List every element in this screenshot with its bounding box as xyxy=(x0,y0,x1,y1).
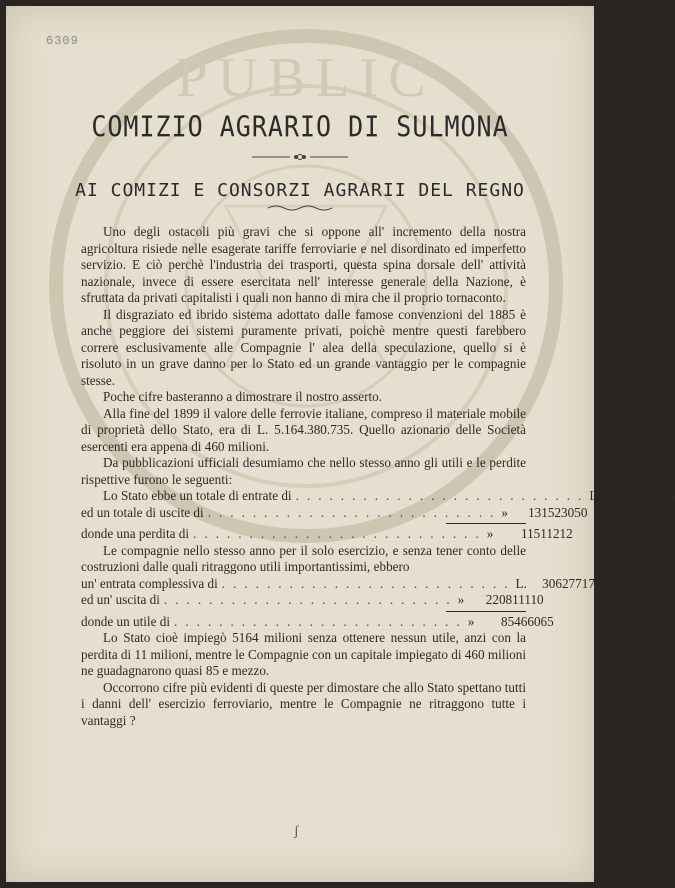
page-subtitle: AI COMIZI E CONSORZI AGRARII DEL REGNO xyxy=(75,180,525,201)
row-label: ed un' uscita di xyxy=(81,592,160,607)
table2-row-profit xyxy=(81,613,554,631)
paragraph: Lo Stato cioè impiegò 5164 milioni senza ottenere nessun utile, anzi con la perdita di 11 milioni, mentre le Compagnie con un capitale impiegato di 460 milioni ne guadagnarono quasi 85 e mezzo. xyxy=(81,630,526,678)
leader-dots: .......................... xyxy=(295,488,590,503)
table1-row-expense xyxy=(81,504,588,522)
table2-row-income xyxy=(81,575,602,593)
page-title: COMIZIO AGRARIO DI SULMONA xyxy=(91,109,509,144)
row-value: 120011838 xyxy=(616,488,675,503)
row-value: 11511212 xyxy=(520,526,573,541)
row-currency: L. xyxy=(515,575,527,591)
row-value: 85466065 xyxy=(500,613,554,629)
sum-rule xyxy=(446,611,526,612)
paragraph: Il disgraziato ed ibrido sistema adottato dalle famose convenzioni del 1885 è anche peggiore dei sistemi puramente privati, poichè mentre questi farebbero correre esclusivamente alle Compagnie l' alea della speculazione, quello si è risoluto in un grave danno per lo Stato ed un grande vantaggio per le compagnie stesse. xyxy=(81,306,526,388)
row-label: ed un totale di uscite di xyxy=(81,504,204,520)
stamp-text: PUBLIC xyxy=(176,47,436,109)
row-currency: L. xyxy=(589,488,601,503)
row-label: Lo Stato ebbe un totale di entrate di xyxy=(103,488,292,503)
row-currency: » xyxy=(467,613,475,629)
leader-dots: .......................... xyxy=(193,526,487,541)
table1-row-loss xyxy=(81,526,573,543)
table2-row-expense xyxy=(81,592,544,609)
row-currency: » xyxy=(457,592,465,607)
paragraph: Poche cifre basteranno a dimostrare il nostro asserto. xyxy=(103,389,383,404)
leader-dots: .......................... xyxy=(163,592,458,607)
paragraph: Da pubblicazioni ufficiali desumiamo che nello stesso anno gli utili e le perdite rispettive furono le seguenti: xyxy=(81,455,526,487)
row-value: 220811110 xyxy=(485,592,544,607)
document-page xyxy=(6,6,675,882)
row-label: donde un utile di xyxy=(81,613,171,629)
ink-mark: ʃ xyxy=(294,824,299,839)
paragraph: Le compagnie nello stesso anno per il solo esercizio, e senza tener conto delle costruzioni dalle quali ritraggono utili importantissimi, ebbero xyxy=(81,542,526,574)
subtitle-ornament xyxy=(268,204,332,212)
sum-rule xyxy=(446,523,526,524)
title-ornament xyxy=(252,152,348,162)
leader-dots: .......................... xyxy=(174,613,468,629)
row-label: donde una perdita di xyxy=(81,526,190,541)
row-currency: » xyxy=(486,526,494,541)
leader-dots: .......................... xyxy=(207,504,502,520)
paragraph: Alla fine del 1899 il valore delle ferrovie italiane, compreso il materiale mobile di proprietà dello Stato, era di L. 5.164.380.735. Quello azionario delle Società esercenti era appena di 460 milioni. xyxy=(81,405,526,454)
row-currency: » xyxy=(501,504,508,520)
paragraph: Occorrono cifre più evidenti di queste per dimostare che allo Stato spettano tutti i danni dell' esercizio ferroviario, mentre le Compagnie ne ritraggono tutte i vantaggi ? xyxy=(81,679,526,728)
catalog-number: 6309 xyxy=(46,34,79,48)
row-value: 131523050 xyxy=(528,504,588,520)
paragraph: Uno degli ostacoli più gravi che si oppone all' incremento della nostra agricoltura risiede nelle esagerate tariffe ferroviarie e nel disordinato ed imperfetto servizio. E ciò perchè l'industria dei trasporti, questa spina dorsale dell' attività nazionale, invece di essere esercitata nell' interesse generale della Nazione, è sfruttata da privati capitalisti i quali non hanno di mira che il proprio tornaconto. xyxy=(81,224,526,305)
leader-dots: .......................... xyxy=(221,575,516,591)
row-label: un' entrata complessiva di xyxy=(81,575,218,591)
row-value: 306277175 xyxy=(542,575,602,591)
body-text xyxy=(81,224,675,729)
table1-row-income xyxy=(81,488,675,505)
